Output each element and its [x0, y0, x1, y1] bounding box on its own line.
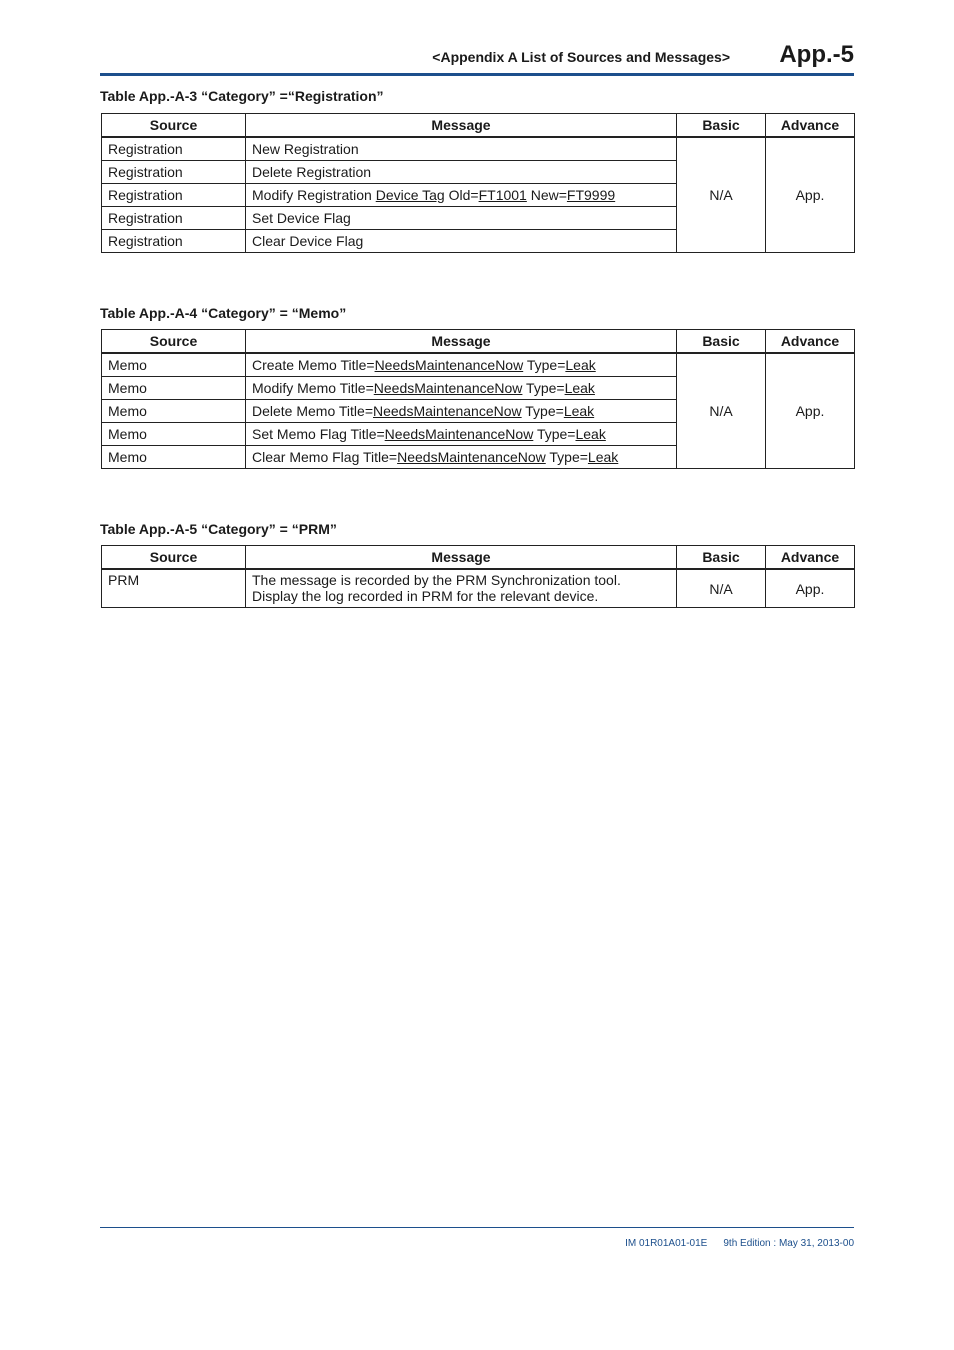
- column-header-message: Message: [246, 114, 677, 138]
- column-header-advance: Advance: [766, 546, 855, 570]
- old-value: FT1001: [478, 187, 527, 203]
- source-cell: Memo: [102, 400, 246, 423]
- source-cell: Memo: [102, 423, 246, 446]
- memo-title: NeedsMaintenanceNow: [374, 357, 524, 373]
- document-id: IM 01R01A01-01E: [625, 1238, 708, 1249]
- table-row: [102, 353, 855, 377]
- footer: [625, 1238, 854, 1249]
- source-cell: PRM: [102, 569, 246, 608]
- message-line: The message is recorded by the PRM Synchronization tool.: [252, 572, 621, 588]
- column-header-basic: Basic: [677, 546, 766, 570]
- table-a5-caption: Table App.-A-5 “Category” = “PRM”: [100, 521, 337, 537]
- column-header-message: Message: [246, 330, 677, 354]
- message-text: Type=: [523, 357, 566, 373]
- table-row: [102, 137, 855, 161]
- source-cell: Memo: [102, 446, 246, 469]
- message-cell: [246, 569, 677, 608]
- message-text: New=: [526, 187, 567, 203]
- table-header-row: [102, 114, 855, 138]
- message-cell: [246, 353, 677, 377]
- edition-info: 9th Edition : May 31, 2013-00: [723, 1238, 854, 1249]
- message-text: Type=: [521, 403, 564, 419]
- source-cell: Registration: [102, 207, 246, 230]
- message-cell: New Registration: [246, 137, 677, 161]
- basic-cell: N/A: [677, 137, 766, 253]
- column-header-advance: Advance: [766, 114, 855, 138]
- message-cell: [246, 446, 677, 469]
- message-text: Modify Memo Title=: [252, 380, 374, 396]
- memo-type: Leak: [587, 449, 619, 465]
- source-cell: Memo: [102, 377, 246, 400]
- memo-title: NeedsMaintenanceNow: [397, 449, 546, 465]
- source-cell: Memo: [102, 353, 246, 377]
- source-cell: Registration: [102, 137, 246, 161]
- memo-title: NeedsMaintenanceNow: [373, 403, 522, 419]
- column-header-basic: Basic: [677, 330, 766, 354]
- message-cell: [246, 184, 677, 207]
- memo-type: Leak: [565, 357, 596, 373]
- message-text: Old=: [444, 187, 479, 203]
- message-text: Delete Memo Title=: [252, 403, 373, 419]
- table-a3: [101, 113, 855, 253]
- memo-title: NeedsMaintenanceNow: [384, 426, 534, 442]
- source-cell: Registration: [102, 230, 246, 253]
- message-cell: [246, 423, 677, 446]
- table-a4: [101, 329, 855, 469]
- new-value: FT9999: [566, 187, 616, 203]
- table-row: [102, 569, 855, 608]
- column-header-basic: Basic: [677, 114, 766, 138]
- footer-rule: [100, 1227, 854, 1228]
- table-a3-caption: Table App.-A-3 “Category” =“Registration”: [100, 88, 384, 104]
- section-header: <Appendix A List of Sources and Messages>: [432, 49, 730, 65]
- memo-type: Leak: [575, 426, 606, 442]
- column-header-advance: Advance: [766, 330, 855, 354]
- column-header-source: Source: [102, 330, 246, 354]
- memo-title: NeedsMaintenanceNow: [373, 380, 523, 396]
- message-text: Create Memo Title=: [252, 357, 375, 373]
- column-header-source: Source: [102, 546, 246, 570]
- message-cell: [246, 400, 677, 423]
- memo-type: Leak: [564, 380, 595, 396]
- table-a5: [101, 545, 855, 608]
- message-cell: Clear Device Flag: [246, 230, 677, 253]
- advance-cell: App.: [766, 353, 855, 469]
- message-cell: Set Device Flag: [246, 207, 677, 230]
- message-cell: Delete Registration: [246, 161, 677, 184]
- memo-type: Leak: [563, 403, 595, 419]
- message-cell: [246, 377, 677, 400]
- source-cell: Registration: [102, 184, 246, 207]
- message-line: Display the log recorded in PRM for the relevant device.: [252, 588, 599, 604]
- table-header-row: [102, 330, 855, 354]
- message-text: Clear Memo Flag Title=: [252, 449, 398, 465]
- advance-cell: App.: [766, 569, 855, 608]
- source-cell: Registration: [102, 161, 246, 184]
- table-header-row: [102, 546, 855, 570]
- basic-cell: N/A: [677, 569, 766, 608]
- column-header-message: Message: [246, 546, 677, 570]
- message-text: Type=: [545, 449, 588, 465]
- header-rule: [100, 73, 854, 76]
- basic-cell: N/A: [677, 353, 766, 469]
- message-text: Type=: [522, 380, 565, 396]
- table-a4-caption: Table App.-A-4 “Category” = “Memo”: [100, 305, 347, 321]
- column-header-source: Source: [102, 114, 246, 138]
- device-tag-field: Device Tag: [375, 187, 445, 203]
- advance-cell: App.: [766, 137, 855, 253]
- message-text: Modify Registration: [252, 187, 376, 203]
- page-number: App.-5: [779, 41, 854, 68]
- message-text: Type=: [533, 426, 576, 442]
- message-text: Set Memo Flag Title=: [252, 426, 385, 442]
